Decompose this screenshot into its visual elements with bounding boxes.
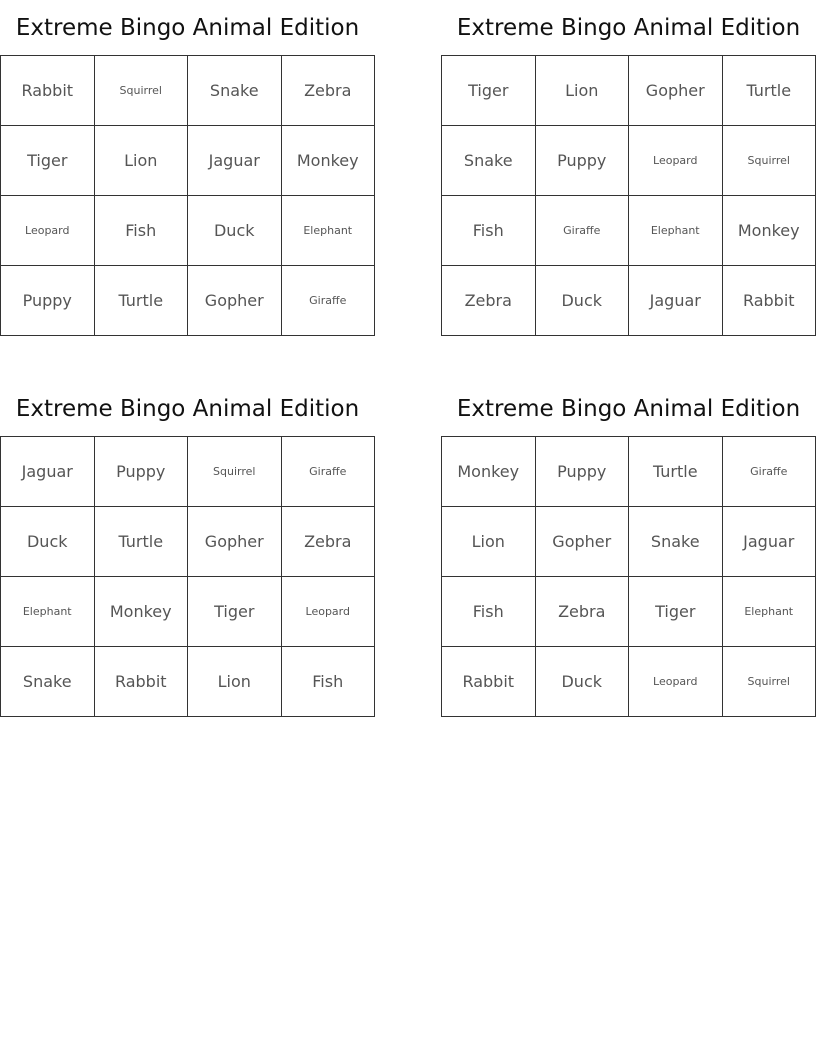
bingo-cell: Giraffe <box>536 196 630 266</box>
bingo-cell: Puppy <box>536 126 630 196</box>
bingo-cell: Turtle <box>723 56 816 126</box>
bingo-cell: Rabbit <box>1 56 95 126</box>
bingo-cell: Jaguar <box>1 437 95 507</box>
bingo-cell: Snake <box>442 126 536 196</box>
bingo-cell: Tiger <box>188 577 282 647</box>
bingo-cell: Squirrel <box>723 126 816 196</box>
bingo-cell: Lion <box>188 647 282 717</box>
bingo-cell: Turtle <box>95 507 189 577</box>
bingo-card-2 <box>441 0 816 336</box>
bingo-card-1 <box>0 0 375 336</box>
bingo-cell: Monkey <box>95 577 189 647</box>
bingo-cell: Rabbit <box>95 647 189 717</box>
bingo-grid <box>0 55 375 336</box>
bingo-cell: Snake <box>629 507 723 577</box>
bingo-cell: Elephant <box>629 196 723 266</box>
bingo-cell: Puppy <box>536 437 630 507</box>
bingo-cell: Puppy <box>95 437 189 507</box>
bingo-cell: Gopher <box>188 507 282 577</box>
bingo-cell: Leopard <box>629 126 723 196</box>
bingo-cell: Gopher <box>536 507 630 577</box>
bingo-cell: Monkey <box>442 437 536 507</box>
bingo-cell: Zebra <box>282 56 376 126</box>
bingo-cell: Fish <box>95 196 189 266</box>
bingo-cell: Lion <box>442 507 536 577</box>
bingo-cell: Lion <box>536 56 630 126</box>
bingo-cell: Monkey <box>282 126 376 196</box>
bingo-grid <box>441 55 816 336</box>
bingo-cell: Monkey <box>723 196 816 266</box>
bingo-cell: Giraffe <box>282 266 376 336</box>
card-title: Extreme Bingo Animal Edition <box>15 15 360 41</box>
bingo-cell: Puppy <box>1 266 95 336</box>
bingo-cell: Jaguar <box>629 266 723 336</box>
bingo-cell: Gopher <box>188 266 282 336</box>
card-title: Extreme Bingo Animal Edition <box>456 15 801 41</box>
bingo-cell: Elephant <box>723 577 816 647</box>
bingo-cell: Turtle <box>629 437 723 507</box>
bingo-cell: Tiger <box>442 56 536 126</box>
bingo-cell: Zebra <box>536 577 630 647</box>
bingo-cell: Giraffe <box>723 437 816 507</box>
bingo-cell: Fish <box>282 647 376 717</box>
bingo-cell: Leopard <box>629 647 723 717</box>
bingo-cell: Duck <box>536 647 630 717</box>
bingo-cell: Tiger <box>629 577 723 647</box>
bingo-cell: Turtle <box>95 266 189 336</box>
bingo-grid <box>0 436 375 717</box>
bingo-card-3 <box>0 381 375 717</box>
bingo-cell: Gopher <box>629 56 723 126</box>
bingo-cell: Zebra <box>282 507 376 577</box>
bingo-card-4 <box>441 381 816 717</box>
bingo-cell: Snake <box>188 56 282 126</box>
bingo-cell: Squirrel <box>723 647 816 717</box>
bingo-cell: Squirrel <box>95 56 189 126</box>
bingo-cell: Squirrel <box>188 437 282 507</box>
bingo-cell: Lion <box>95 126 189 196</box>
bingo-cell: Leopard <box>1 196 95 266</box>
bingo-cell: Jaguar <box>188 126 282 196</box>
card-title: Extreme Bingo Animal Edition <box>456 396 801 422</box>
card-title: Extreme Bingo Animal Edition <box>15 396 360 422</box>
bingo-grid <box>441 436 816 717</box>
bingo-cell: Rabbit <box>442 647 536 717</box>
bingo-cell: Zebra <box>442 266 536 336</box>
bingo-cell: Fish <box>442 196 536 266</box>
bingo-cell: Leopard <box>282 577 376 647</box>
bingo-cell: Duck <box>1 507 95 577</box>
bingo-cell: Duck <box>188 196 282 266</box>
bingo-cell: Tiger <box>1 126 95 196</box>
bingo-cell: Elephant <box>282 196 376 266</box>
bingo-cell: Giraffe <box>282 437 376 507</box>
bingo-cell: Snake <box>1 647 95 717</box>
bingo-cell: Rabbit <box>723 266 816 336</box>
bingo-cell: Fish <box>442 577 536 647</box>
bingo-cell: Elephant <box>1 577 95 647</box>
bingo-cell: Jaguar <box>723 507 816 577</box>
bingo-cell: Duck <box>536 266 630 336</box>
